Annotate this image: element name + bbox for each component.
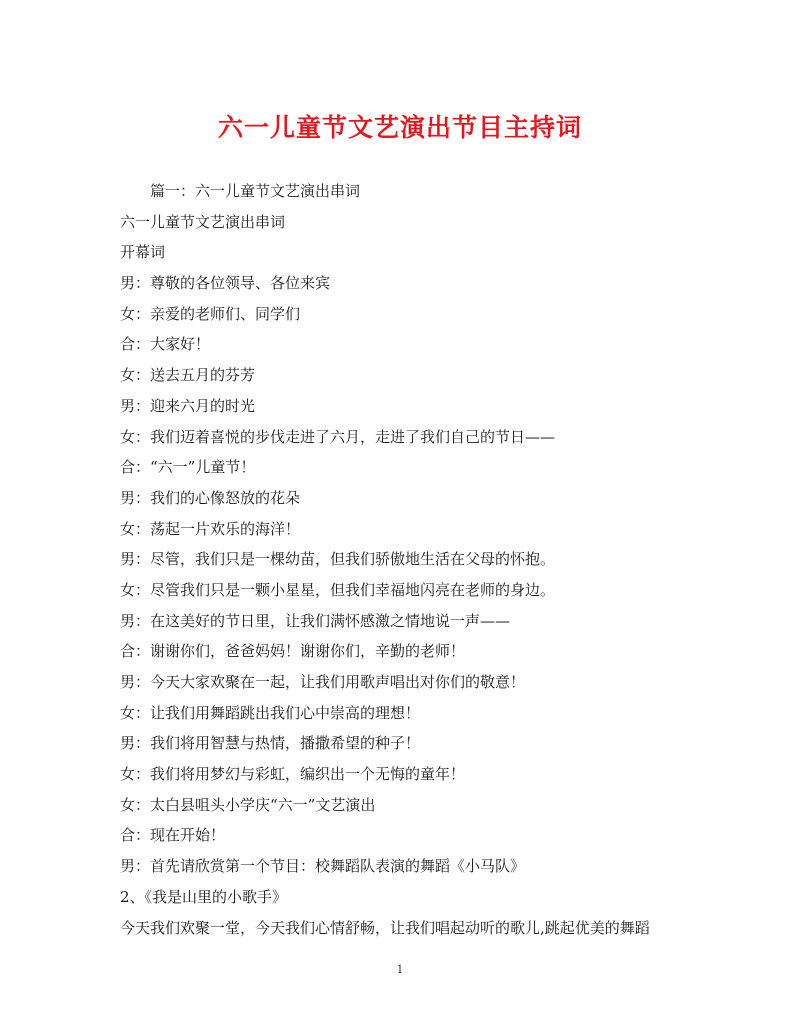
text-line: 合：谢谢你们，爸爸妈妈！谢谢你们，辛勤的老师！: [120, 642, 466, 661]
text-line: 男：我们将用智慧与热情，播撒希望的种子！: [120, 734, 421, 753]
text-line: 合：现在开始！: [120, 826, 226, 845]
text-line: 女：我们迈着喜悦的步伐走进了六月，走进了我们自己的节日——: [120, 427, 556, 446]
text-line: 开幕词: [120, 243, 166, 262]
text-line: 男：尊敬的各位领导、各位来宾: [120, 274, 331, 293]
page-number: 1: [396, 963, 404, 976]
text-line: 女：让我们用舞蹈跳出我们心中崇高的理想！: [120, 703, 421, 722]
text-line: 女：尽管我们只是一颗小星星，但我们幸福地闪亮在老师的身边。: [120, 580, 556, 599]
text-line: 女：太白县咀头小学庆“六一”文艺演出: [120, 795, 376, 814]
document-title: 六一儿童节文艺演出节目主持词: [217, 113, 582, 142]
text-line: 男：首先请欣赏第一个节目：校舞蹈队表演的舞蹈《小马队》: [120, 857, 526, 876]
text-line: 今天我们欢聚一堂，今天我们心情舒畅，让我们唱起动听的歌儿,跳起优美的舞蹈: [120, 918, 650, 937]
text-line: 男：今天大家欢聚在一起，让我们用歌声唱出对你们的敬意！: [120, 673, 526, 691]
text-line: 2、《我是山里的小歌手》: [120, 887, 288, 906]
document-body: [120, 176, 700, 943]
text-line: 女：送去五月的芬芳: [120, 366, 256, 385]
text-line: 女：亲爱的老师们、同学们: [120, 304, 301, 323]
text-line: 男：迎来六月的时光: [120, 396, 256, 415]
text-line: 六一儿童节文艺演出串词: [120, 212, 286, 231]
text-line: 男：尽管，我们只是一棵幼苗，但我们骄傲地生活在父母的怀抱。: [120, 550, 556, 569]
text-line: 合：“六一”儿童节！: [120, 458, 256, 477]
text-line: 男：在这美好的节日里，让我们满怀感激之情地说一声——: [120, 611, 511, 630]
text-line: 女：我们将用梦幻与彩虹，编织出一个无悔的童年！: [120, 765, 466, 784]
text-line: 男：我们的心像怒放的花朵: [120, 488, 301, 507]
section-heading: 篇一：六一儿童节文艺演出串词: [150, 182, 361, 200]
text-line: 合：大家好！: [120, 335, 211, 354]
text-line: 女：荡起一片欢乐的海洋！: [120, 519, 301, 538]
